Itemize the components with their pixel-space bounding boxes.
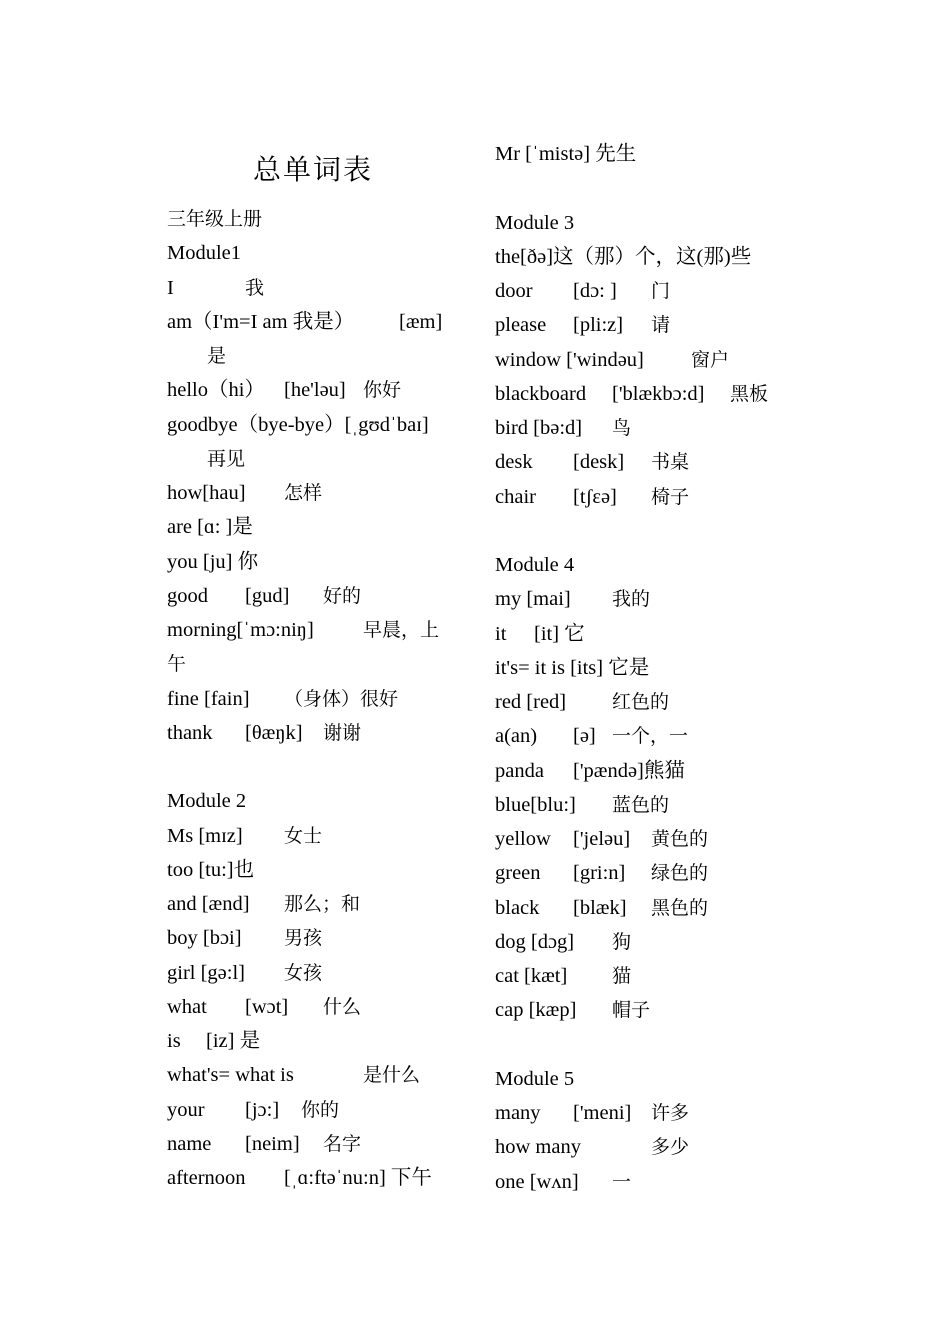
vocab-text: please xyxy=(495,314,547,337)
vocab-text: 许多 xyxy=(651,1102,690,1124)
vocab-text: 早晨，上 xyxy=(363,619,440,641)
vocab-text: goodbye（bye-bye）[ˌgʊdˈbaɪ] xyxy=(167,413,429,436)
vocab-text: blackboard xyxy=(495,382,587,405)
vocab-text: 名字 xyxy=(323,1132,362,1155)
vocab-text: hello（hi） xyxy=(167,379,265,402)
vocab-text: 你好 xyxy=(363,379,402,402)
vocab-text: 你的 xyxy=(301,1098,340,1121)
vocab-text: girl [gə:l] xyxy=(167,961,245,984)
vocab-text: 黑色的 xyxy=(651,896,709,919)
vocab-text: how many xyxy=(495,1136,581,1159)
vocab-text: Module1 xyxy=(167,242,242,265)
vocab-text: cat [kæt] xyxy=(495,965,568,987)
vocab-text: [ˌɑ:ftəˈnu:n] 下午 xyxy=(284,1167,432,1189)
vocab-text: 女士 xyxy=(284,824,323,847)
vocab-text: 什么 xyxy=(323,995,362,1018)
vocab-text: [gud] xyxy=(245,584,290,607)
vocab-text: yellow xyxy=(495,828,551,850)
vocab-text: black xyxy=(495,896,540,919)
vocab-text: 怎样 xyxy=(284,482,323,504)
vocab-text: 帽子 xyxy=(612,999,651,1022)
vocab-text: 猫 xyxy=(612,965,632,987)
vocab-text: 黑板 xyxy=(730,382,769,405)
vocab-text: 好的 xyxy=(323,584,362,607)
vocab-text: good xyxy=(167,584,208,607)
vocab-text: dog [dɔg] xyxy=(495,930,575,953)
vocab-text: Module 2 xyxy=(167,790,247,813)
vocab-text: and [ænd] xyxy=(167,893,250,915)
vocab-text: fine [fain] xyxy=(167,687,250,710)
vocab-text: cap [kæp] xyxy=(495,999,577,1022)
vocab-text: 狗 xyxy=(612,930,632,953)
vocab-text: bird [bə:d] xyxy=(495,417,583,439)
vocab-text: [tʃɛə] xyxy=(573,485,617,508)
vocab-text: the[ðə]这（那）个，这(那)些 xyxy=(495,245,752,268)
vocab-text: you [ju] 你 xyxy=(167,550,259,573)
vocab-text: one [wʌn] xyxy=(495,1170,579,1193)
vocab-text: Module 3 xyxy=(495,211,575,234)
vocab-text: 是 xyxy=(207,345,227,367)
vocab-text: too [tu:]也 xyxy=(167,858,255,881)
vocab-text: are [ɑ: ]是 xyxy=(167,516,253,539)
vocab-text: 一 xyxy=(612,1170,632,1193)
vocab-text: 一个，一 xyxy=(612,725,689,748)
vocab-text: [it] 它 xyxy=(534,622,585,645)
vocab-text: a(an) xyxy=(495,725,538,748)
vocab-text: red [red] xyxy=(495,691,567,713)
vocab-text: 午 xyxy=(167,653,187,676)
vocab-text: [wɔt] xyxy=(245,995,289,1018)
vocab-text: what xyxy=(167,995,207,1018)
vocab-text: [gri:n] xyxy=(573,862,626,885)
vocab-text: 鸟 xyxy=(612,417,632,439)
vocab-text: blue[blu:] xyxy=(495,793,576,816)
vocab-text: window ['windəu] xyxy=(495,348,644,371)
vocab-text: [ə] xyxy=(573,725,596,748)
vocab-text: 三年级上册 xyxy=(167,208,263,230)
vocab-text: ['jeləu] xyxy=(573,828,631,850)
vocab-text: ['pændə]熊猫 xyxy=(573,759,685,782)
vocab-text: Module 5 xyxy=(495,1067,575,1090)
vocab-text: [iz] 是 xyxy=(206,1030,261,1052)
vocab-text: your xyxy=(167,1098,205,1121)
vocab-text: [pli:z] xyxy=(573,314,624,337)
vocab-text: Ms [mɪz] xyxy=(167,824,243,847)
vocab-text: 书桌 xyxy=(651,451,690,474)
vocab-text: 红色的 xyxy=(612,691,670,713)
vocab-text: 我的 xyxy=(612,588,651,611)
vocab-text: 窗户 xyxy=(691,348,730,371)
vocab-text: many xyxy=(495,1102,541,1124)
vocab-text: is xyxy=(167,1030,181,1052)
vocab-text: 门 xyxy=(651,280,671,302)
vocab-text: it xyxy=(495,622,507,645)
vocab-text: Module 4 xyxy=(495,554,575,576)
vocab-text: what's= what is xyxy=(167,1064,294,1087)
vocab-text: panda xyxy=(495,759,544,782)
vocab-text: 那么；和 xyxy=(284,893,361,915)
vocab-text: morning[ˈmɔ:niŋ] xyxy=(167,619,314,641)
vocab-text: green xyxy=(495,862,541,885)
vocab-text: [desk] xyxy=(573,451,625,474)
vocab-text: [blæk] xyxy=(573,896,627,919)
vocab-text: [æm] xyxy=(399,310,443,333)
vocab-text: ['blækbɔ:d] xyxy=(612,382,705,405)
vocab-text: 请 xyxy=(651,314,671,337)
vocab-text: 男孩 xyxy=(284,927,323,950)
vocab-text: [neim] xyxy=(245,1132,300,1155)
vocab-text: afternoon xyxy=(167,1167,246,1189)
vocab-text: chair xyxy=(495,485,536,508)
vocab-text: 黄色的 xyxy=(651,828,709,850)
vocab-text: am（I'm=I am 我是） xyxy=(167,310,355,333)
vocab-text: my [mai] xyxy=(495,588,571,611)
vocab-text: [he'ləu] xyxy=(284,379,346,402)
vocab-text: how[hau] xyxy=(167,482,246,504)
vocab-text: desk xyxy=(495,451,533,474)
vocab-text: （身体）很好 xyxy=(284,687,399,710)
vocab-text: boy [bɔi] xyxy=(167,927,242,950)
page-title: 总单词表 xyxy=(253,153,374,186)
vocab-text: ['meni] xyxy=(573,1102,632,1124)
vocab-text: 多少 xyxy=(651,1136,690,1159)
vocab-text: 我 xyxy=(245,276,265,299)
vocab-text: I xyxy=(167,276,174,299)
vocab-text: Mr [ˈmistə] 先生 xyxy=(495,143,637,165)
vocab-text: it's= it is [its] 它是 xyxy=(495,656,650,679)
vocab-text: 椅子 xyxy=(651,485,690,508)
vocab-text: name xyxy=(167,1132,212,1155)
vocab-text: 绿色的 xyxy=(651,862,709,885)
vocab-text: 蓝色的 xyxy=(612,793,670,816)
vocab-text: [dɔ: ] xyxy=(573,280,617,302)
vocab-text: 再见 xyxy=(207,447,246,470)
vocab-text: door xyxy=(495,280,533,302)
vocab-text: 谢谢 xyxy=(323,721,362,744)
vocab-text: 女孩 xyxy=(284,961,323,984)
vocab-text: 是什么 xyxy=(363,1064,421,1087)
vocab-text: thank xyxy=(167,721,213,744)
vocab-text: [jɔ:] xyxy=(245,1098,280,1121)
vocab-text: [θæŋk] xyxy=(245,721,303,744)
